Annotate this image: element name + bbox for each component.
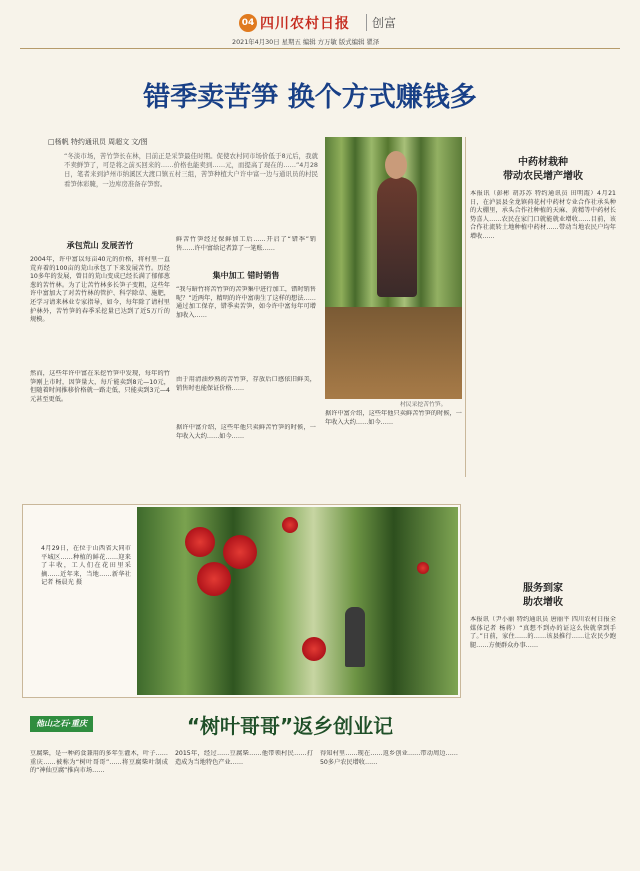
main-headline: 错季卖苦笋 换个方式赚钱多	[143, 82, 477, 113]
side2-title: 服务到家 助农增收	[523, 583, 563, 608]
photo2-box	[22, 504, 461, 698]
rose	[223, 535, 257, 569]
article-col2-p4: 由于用清油炒熟的苦竹笋，存放后口感依旧鲜美，销售时也能保证价格……	[176, 376, 316, 392]
photo1-follow-text	[325, 410, 462, 476]
byline: □杨帆 特约通讯员 周超文 文/图	[48, 138, 148, 146]
subhead-2: 集中加工 错时销售	[212, 271, 280, 280]
side1-title: 中药材栽种 带动农民增产增收	[503, 157, 583, 182]
masthead-rule	[20, 48, 620, 49]
article-col1-p1: 2004年，许中富以每亩40元的价格，将村里一直荒弃着的100亩的荒山承包了下来发展苦竹。历经10多年的发展，曾目的荒山变成已经长满了郁郁葱葱的苦竹林。为了让苦竹林多长笋子变粗，这些年许中富加大了对苦竹林的管护、科学除草、施肥，还学习请来林业专家指导，如今，每年除了请村里护林外，苦竹笋的春季采挖量已达到了近5万斤的规模。	[30, 256, 170, 324]
photo1-follow-text-label: 据许中富介绍，这些年他只卖鲜苦竹笋的时候，一年收入大约……如今……	[325, 410, 462, 426]
side1-body: 本报讯（彭彬 胡苏苏 特约通讯员 田明霞）4月21日，在泸县县全龙镇荷花村中药材专业合作社承头种的大棚里，承头合作社种植的天麻、黄精等中药材长势喜人……农民在家门口就能就业增收……目前，该合作社流转土地种植中药材……带动当地农民户均年增收……	[470, 190, 616, 240]
lead-paragraph: “冬淡市场，苦竹笋长在林，目前正是采笋最佳时期。促使农村同市场价低于8元后，我就不卖鲜笋了，可是将之前买回来的……价格也能卖到……元，而提高了现在的……”4月28日，笔者来到泸州市纳溪区大渡口镇五村三组，苦笋种植大户许中富一边与通讯员的村民看笋体彩腌，一边库房准备存笋窖。	[64, 152, 318, 188]
ground	[325, 307, 462, 399]
subhead-1: 承包荒山 发展苦竹	[66, 241, 134, 250]
farmer-figure	[377, 177, 417, 297]
farmer-head	[385, 151, 407, 179]
section-name: 创富	[366, 14, 396, 31]
paper-name: 四川农村日报	[260, 16, 350, 32]
side2-body: 本报讯（尹小丽 特约通讯员 唐丽平 四川农村日报全媒体记者 杨蒋）“真想不到办的证这么快就拿到手了。”日前，家住……的……该县推行……让农民少跑腿……方便群众办事……	[470, 616, 616, 649]
rose	[302, 637, 326, 661]
flower-field-photo	[137, 507, 458, 695]
feature-col2: 2015年，经过……豆腐柴……他带领村民……打造成为当地特色产业……	[175, 750, 313, 766]
rose	[197, 562, 231, 596]
feature-tag-label: 他山之石·重庆	[36, 719, 88, 728]
article-col2-p5: 据许中富介绍，这些年他只卖鲜苦竹笋的时候，一年收入大约……如今……	[176, 424, 316, 440]
rose	[185, 527, 215, 557]
worker-figure	[345, 607, 365, 667]
photo1-caption: 村民采挖苦竹笋。	[400, 402, 447, 408]
article-col2-p3: “我与暗竹将苦竹笋的苦笋集中进行加工，错时销售呢？”近两年，精明的许中富萌生了这样的想法……通过加工保存，错季卖苦笋，如今许中富每年可增加收入……	[176, 286, 316, 319]
rose	[417, 562, 429, 574]
article-col1-p2: 然而，这些年许中富在采挖竹笋中发现，每年的竹笋刚上市时，因笋量大，每斤能卖到8元—10元，但随着时间推移价格就一路走低，只能卖到3元—4元甚至更低。	[30, 370, 170, 403]
feature-tag	[30, 716, 93, 732]
side-divider	[465, 137, 466, 477]
page-number: 04	[239, 14, 257, 32]
feature-headline: “树叶哥哥”返乡创业记	[186, 714, 394, 738]
bamboo-photo	[325, 137, 462, 399]
feature-col1: 豆腐柴，是一种药食兼用的多年生灌木，叶子……重庆……被称为“树叶哥哥”……将豆腐柴叶制成的“神仙豆腐”推向市场……	[30, 750, 168, 775]
photo2-caption: 4月29日，在位于山西省大同市平城区……种植的鲜花……迎来了丰收，工人们在花田里采摘……近年来，当地……新华社记者 杨晨光 摄	[41, 545, 131, 587]
rose	[282, 517, 298, 533]
date-line: 2021年4月30日 星期五 编辑 方万敏 版式编辑 瞿泽	[232, 38, 380, 46]
article-col2-intro: 鲜苦竹笋经过保鲜加工后……开启了“错季”销售……许中富给记者算了一笔账……	[176, 236, 316, 252]
feature-col3: 得知村里……现在……返乡创业……带动周边……50多户农民增收……	[320, 750, 458, 766]
